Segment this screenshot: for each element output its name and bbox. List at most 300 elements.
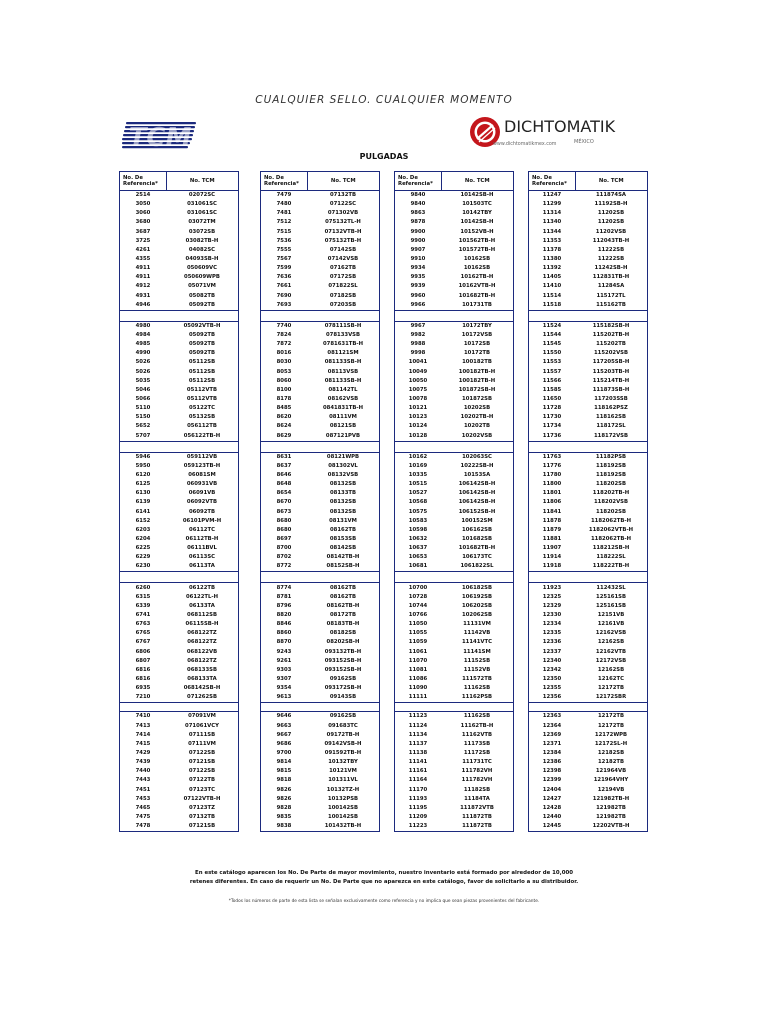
reference-number: 7872 bbox=[276, 341, 292, 348]
table-row bbox=[529, 776, 648, 785]
tcm-number: 10153SA bbox=[463, 472, 491, 478]
table-row bbox=[529, 712, 648, 722]
tcm-number: 08133TB bbox=[329, 490, 357, 497]
reference-number: 12356 bbox=[542, 694, 562, 701]
reference-number: 11299 bbox=[542, 201, 562, 208]
tcm-number: 11202VSB bbox=[595, 228, 627, 235]
tcm-number: 07142SB bbox=[329, 246, 357, 253]
tcm-number: 11242SB-H bbox=[594, 265, 628, 272]
table-row bbox=[395, 349, 514, 358]
reference-number: 8485 bbox=[276, 405, 292, 412]
tcm-number: 068133TA bbox=[187, 675, 217, 682]
tcm-number: 101503TC bbox=[462, 201, 492, 208]
reference-number: 6229 bbox=[135, 554, 151, 561]
reference-number: 10637 bbox=[408, 545, 428, 552]
table-row bbox=[261, 480, 380, 489]
tcm-number: 10132TZ-H bbox=[326, 786, 360, 793]
block-separator bbox=[120, 310, 239, 321]
tcm-number: 07122VTB-H bbox=[183, 795, 221, 802]
tcm-number: 115202VSB bbox=[593, 350, 629, 357]
tcm-number: 07132TB bbox=[329, 192, 357, 199]
tcm-number: 111872TB bbox=[462, 813, 492, 820]
reference-number: 9826 bbox=[276, 795, 292, 802]
table-row bbox=[120, 237, 239, 246]
tcm-number: 08162VSB bbox=[327, 396, 359, 403]
reference-number: 12342 bbox=[542, 666, 562, 673]
table-row bbox=[120, 462, 239, 471]
table-row bbox=[395, 593, 514, 602]
table-row bbox=[261, 693, 380, 703]
tcm-number: 08132SB bbox=[329, 499, 357, 506]
reference-number: 6225 bbox=[135, 545, 151, 552]
tcm-number: 101572TB-H bbox=[458, 246, 496, 253]
reference-number: 9261 bbox=[276, 657, 292, 664]
reference-number: 11223 bbox=[408, 823, 428, 830]
reference-number: 8100 bbox=[276, 386, 292, 393]
tcm-number: 125161SB bbox=[596, 593, 626, 600]
block-separator bbox=[395, 572, 514, 583]
reference-number: 11736 bbox=[542, 432, 562, 439]
reference-number: 11070 bbox=[408, 657, 428, 664]
reference-number: 7480 bbox=[276, 201, 292, 208]
reference-number: 7479 bbox=[276, 192, 292, 199]
page-title: PULGADAS bbox=[359, 152, 409, 161]
tcm-number: 07132VTB-H bbox=[324, 228, 362, 235]
table-row bbox=[120, 273, 239, 282]
tcm-number: 1182062VTB-H bbox=[588, 526, 634, 533]
tcm-number: 07111SB bbox=[188, 731, 216, 738]
reference-number: 6260 bbox=[135, 584, 151, 591]
table-row bbox=[120, 593, 239, 602]
tcm-number: 118172VSB bbox=[593, 432, 629, 439]
reference-number: 10583 bbox=[408, 517, 428, 524]
table-row bbox=[120, 638, 239, 647]
reference-number: 11392 bbox=[542, 265, 562, 272]
block-separator bbox=[261, 310, 380, 321]
tcm-number: 121982TB bbox=[596, 813, 626, 820]
table-row bbox=[261, 349, 380, 358]
table-row bbox=[120, 349, 239, 358]
table-row bbox=[120, 191, 239, 201]
tcm-number: 07123TZ bbox=[189, 804, 215, 811]
reference-number: 11314 bbox=[542, 210, 562, 217]
reference-number: 10049 bbox=[408, 368, 428, 375]
reference-number: 11141 bbox=[408, 759, 428, 766]
reference-number: 11881 bbox=[542, 535, 562, 542]
reference-number: 6765 bbox=[135, 630, 151, 637]
reference-number: 8846 bbox=[276, 621, 292, 628]
col-header-tcm: No. TCM bbox=[166, 172, 239, 191]
reference-number: 6935 bbox=[135, 685, 151, 692]
tcm-number: 0781631TB-H bbox=[322, 341, 364, 348]
reference-number: 8646 bbox=[276, 472, 292, 478]
table-row bbox=[120, 740, 239, 749]
tcm-number: 106182SB bbox=[462, 584, 492, 591]
table-row bbox=[261, 471, 380, 480]
tcm-number: 106152SB-H bbox=[458, 508, 496, 515]
tcm-number: 100182TB-H bbox=[458, 368, 496, 375]
block-separator bbox=[395, 310, 514, 321]
table-row bbox=[261, 804, 380, 813]
table-row bbox=[395, 422, 514, 431]
reference-number: 4980 bbox=[135, 322, 151, 329]
reference-number: 11247 bbox=[542, 192, 562, 199]
tcm-number: 08132SB bbox=[329, 508, 357, 515]
tcm-number: 068112SB bbox=[187, 611, 217, 618]
tcm-number: 07121SB bbox=[188, 759, 216, 766]
reference-number: 8631 bbox=[276, 453, 292, 460]
table-row bbox=[529, 767, 648, 776]
table-row bbox=[120, 776, 239, 785]
tcm-number: 050609WPB bbox=[184, 274, 220, 281]
reference-number: 4912 bbox=[135, 283, 151, 290]
tcm-number: 093132TB-H bbox=[324, 648, 362, 655]
table-row bbox=[395, 404, 514, 413]
tcm-number: 09143SB bbox=[329, 694, 357, 701]
reference-number: 6204 bbox=[135, 535, 151, 542]
tcm-number: 115172TL bbox=[596, 292, 626, 299]
tcm-number: 08152SB-H bbox=[326, 563, 360, 570]
tcm-number: 08182SB bbox=[329, 630, 357, 637]
reference-number: 9307 bbox=[276, 675, 292, 682]
tcm-number: 106142SB-H bbox=[458, 490, 496, 497]
table-row bbox=[261, 712, 380, 722]
table-row bbox=[261, 358, 380, 367]
table-row bbox=[529, 489, 648, 498]
table-row bbox=[261, 368, 380, 377]
table-row bbox=[529, 508, 648, 517]
svg-text:TCM: TCM bbox=[128, 123, 192, 153]
reference-number: 11410 bbox=[542, 283, 562, 290]
reference-number: 10653 bbox=[408, 554, 428, 561]
tcm-number: 121982TB bbox=[596, 804, 626, 811]
tcm-number: 118202TB-H bbox=[592, 490, 630, 497]
tcm-number: 05092TB bbox=[188, 332, 216, 339]
table-row bbox=[395, 273, 514, 282]
col-header-reference: No. De Referencia* bbox=[261, 172, 308, 191]
reference-number: 8030 bbox=[276, 359, 292, 366]
reference-number: 11907 bbox=[542, 545, 562, 552]
table-row bbox=[529, 237, 648, 246]
tcm-number: 12182SB bbox=[597, 749, 625, 756]
reference-number: 7567 bbox=[276, 256, 292, 263]
reference-number: 7453 bbox=[135, 795, 151, 802]
table-row bbox=[395, 804, 514, 813]
reference-number: 11161 bbox=[408, 768, 428, 775]
reference-number: 7693 bbox=[276, 301, 292, 308]
tcm-number: 05092TB bbox=[188, 301, 216, 308]
table-row bbox=[261, 795, 380, 804]
table-row bbox=[529, 386, 648, 395]
tcm-number: 093172SB-H bbox=[324, 685, 362, 692]
tcm-number: 111874SA bbox=[595, 192, 627, 199]
header-row bbox=[120, 172, 239, 191]
tcm-number: 07123TC bbox=[189, 786, 215, 793]
table-row bbox=[395, 795, 514, 804]
reference-number: 6741 bbox=[135, 611, 151, 618]
table-row bbox=[261, 535, 380, 544]
reference-number: 9900 bbox=[410, 228, 426, 235]
block-separator bbox=[261, 572, 380, 583]
reference-number: 12363 bbox=[542, 713, 562, 720]
table-row bbox=[395, 684, 514, 693]
table-row bbox=[261, 629, 380, 638]
tcm-logo bbox=[122, 119, 198, 155]
reference-number: 8781 bbox=[276, 593, 292, 600]
tcm-number: 12162SB bbox=[597, 666, 625, 673]
tcm-number: 09172TB-H bbox=[326, 731, 360, 738]
table-row bbox=[120, 749, 239, 758]
reference-number: 10123 bbox=[408, 414, 428, 421]
reference-number: 10527 bbox=[408, 490, 428, 497]
reference-number: 6130 bbox=[135, 490, 151, 497]
table-row bbox=[261, 583, 380, 593]
tcm-number: 07132TB bbox=[188, 813, 216, 820]
table-row bbox=[529, 675, 648, 684]
table-row bbox=[261, 228, 380, 237]
reference-number: 10575 bbox=[408, 508, 428, 515]
table-row bbox=[261, 602, 380, 611]
tcm-number: 10142SB-H bbox=[460, 192, 494, 199]
reference-number: 12336 bbox=[542, 639, 562, 646]
reference-number: 8670 bbox=[276, 499, 292, 506]
reference-number: 10700 bbox=[408, 584, 428, 591]
tcm-number: 05071VM bbox=[188, 283, 216, 290]
reference-number: 6125 bbox=[135, 481, 151, 488]
table-row bbox=[529, 404, 648, 413]
tcm-number: 078111SB-H bbox=[324, 322, 362, 329]
table-row bbox=[395, 749, 514, 758]
reference-number: 7512 bbox=[276, 219, 292, 226]
col-header-tcm: No. TCM bbox=[307, 172, 380, 191]
tcm-number: 118202SB bbox=[596, 481, 626, 488]
reference-number: 4355 bbox=[135, 256, 151, 263]
tcm-number: 07162TB bbox=[329, 265, 357, 272]
reference-number: 6230 bbox=[135, 563, 151, 570]
tcm-number: 07121SB bbox=[188, 823, 216, 830]
tcm-number: 093152SB-H bbox=[324, 666, 362, 673]
table-row bbox=[395, 602, 514, 611]
table-row bbox=[261, 395, 380, 404]
reference-number: 12427 bbox=[542, 795, 562, 802]
reference-number: 5150 bbox=[135, 414, 151, 421]
table-row bbox=[529, 602, 648, 611]
table-row bbox=[120, 721, 239, 730]
table-row bbox=[395, 583, 514, 593]
table-row bbox=[261, 209, 380, 218]
tcm-number: 12172VSB bbox=[595, 657, 627, 664]
table-row bbox=[120, 255, 239, 264]
dichtomatik-country: MÉXICO bbox=[574, 139, 594, 145]
reference-number: 7440 bbox=[135, 768, 151, 775]
tcm-number: 03072TM bbox=[188, 219, 216, 226]
tcm-number: 115202TB-H bbox=[592, 332, 630, 339]
reference-number: 3687 bbox=[135, 228, 151, 235]
reference-number: 11923 bbox=[542, 584, 562, 591]
reference-number: 6120 bbox=[135, 472, 151, 478]
tcm-number: 106192SB bbox=[462, 593, 492, 600]
tcm-number: 106162SB bbox=[462, 526, 492, 533]
reference-number: 10728 bbox=[408, 593, 428, 600]
table-row bbox=[261, 758, 380, 767]
table-row bbox=[529, 693, 648, 703]
reference-number: 12355 bbox=[542, 685, 562, 692]
block-separator bbox=[120, 572, 239, 583]
tcm-number: 04082SC bbox=[188, 246, 216, 253]
tcm-number: 056122TB-H bbox=[183, 432, 221, 439]
table-row bbox=[120, 785, 239, 794]
block-separator bbox=[120, 441, 239, 452]
tcm-number: 10142TBY bbox=[462, 210, 492, 217]
table-row bbox=[120, 675, 239, 684]
tcm-number: 04093SB-H bbox=[185, 256, 219, 263]
tcm-number: 075132TL-H bbox=[325, 219, 361, 226]
tcm-number: 08142SB bbox=[329, 545, 357, 552]
tcm-number: 101562TB-H bbox=[458, 237, 496, 244]
tcm-number: 05112VTB bbox=[186, 386, 218, 393]
tcm-number: 101432TB-H bbox=[324, 823, 362, 830]
tcm-number: 111782VH bbox=[461, 777, 493, 784]
table-row bbox=[529, 349, 648, 358]
tcm-number: 117205SB-H bbox=[592, 359, 630, 366]
tcm-number: 09162SB bbox=[329, 713, 357, 720]
reference-number: 11137 bbox=[408, 740, 428, 747]
table-row bbox=[529, 452, 648, 462]
reference-number: 3050 bbox=[135, 201, 151, 208]
table-row bbox=[261, 721, 380, 730]
table-row bbox=[261, 432, 380, 442]
tcm-number: 05132SB bbox=[188, 414, 216, 421]
tcm-number: 10172TB bbox=[463, 350, 491, 357]
reference-number: 6806 bbox=[135, 648, 151, 655]
block-separator bbox=[261, 441, 380, 452]
reference-number: 11086 bbox=[408, 675, 428, 682]
reference-number: 8624 bbox=[276, 423, 292, 430]
tcm-number: 121964VB bbox=[595, 768, 627, 775]
tcm-number: 118222TB-H bbox=[592, 563, 630, 570]
tcm-number: 10162SB bbox=[463, 265, 491, 272]
table-row bbox=[395, 657, 514, 666]
reference-number: 6141 bbox=[135, 508, 151, 515]
table-row bbox=[529, 228, 648, 237]
reference-number: 7443 bbox=[135, 777, 151, 784]
tcm-number: 071262SB bbox=[187, 694, 217, 701]
tcm-number: 08132SB bbox=[329, 481, 357, 488]
reference-number: 11918 bbox=[542, 563, 562, 570]
table-row bbox=[529, 758, 648, 767]
tcm-number: 081133SB-H bbox=[324, 359, 362, 366]
reference-number: 7740 bbox=[276, 322, 292, 329]
reference-number: 7824 bbox=[276, 332, 292, 339]
table-row bbox=[120, 544, 239, 553]
reference-number: 12364 bbox=[542, 722, 562, 729]
tcm-number: 07122SC bbox=[329, 201, 357, 208]
table-row bbox=[395, 340, 514, 349]
table-row bbox=[395, 237, 514, 246]
reference-number: 3680 bbox=[135, 219, 151, 226]
reference-number: 7439 bbox=[135, 759, 151, 766]
table-row bbox=[120, 413, 239, 422]
table-row bbox=[261, 749, 380, 758]
table-row bbox=[261, 526, 380, 535]
table-row bbox=[395, 647, 514, 656]
tcm-number: 11172SB bbox=[463, 749, 491, 756]
reference-number: 4984 bbox=[135, 332, 151, 339]
tcm-number: 11162VTB bbox=[461, 731, 493, 738]
tcm-number: 068133SB bbox=[187, 666, 217, 673]
tcm-number: 06112TB-H bbox=[185, 535, 219, 542]
table-row bbox=[120, 489, 239, 498]
reference-number: 4911 bbox=[135, 274, 151, 281]
reference-number: 9354 bbox=[276, 685, 292, 692]
tcm-number: 10202SB bbox=[463, 405, 491, 412]
tcm-number: 08111VM bbox=[329, 414, 357, 421]
table-row bbox=[120, 684, 239, 693]
table-row bbox=[261, 489, 380, 498]
tcm-number: 07172SB bbox=[329, 274, 357, 281]
reference-number: 11209 bbox=[408, 813, 428, 820]
table-row bbox=[395, 480, 514, 489]
reference-number: 9900 bbox=[410, 237, 426, 244]
reference-number: 12399 bbox=[542, 777, 562, 784]
table-row bbox=[529, 684, 648, 693]
reference-number: 8620 bbox=[276, 414, 292, 421]
tcm-number: 12162TC bbox=[598, 675, 624, 682]
reference-number: 9960 bbox=[410, 292, 426, 299]
tcm-number: 07122TB bbox=[188, 777, 216, 784]
table-row bbox=[395, 462, 514, 471]
tcm-number: 1182062TB-H bbox=[590, 535, 632, 542]
tcm-number: 100182TB-H bbox=[458, 377, 496, 384]
table-row bbox=[529, 544, 648, 553]
tcm-number: 05112SB bbox=[188, 368, 216, 375]
tcm-number: 118192SB bbox=[596, 472, 626, 478]
tcm-number: 10162VTB-H bbox=[458, 283, 496, 290]
reference-number: 11195 bbox=[408, 804, 428, 811]
table-row bbox=[261, 264, 380, 273]
reference-number: 9814 bbox=[276, 759, 292, 766]
reference-number: 11650 bbox=[542, 396, 562, 403]
tcm-number: 08142TB-H bbox=[326, 554, 360, 561]
tcm-number: 11182SB bbox=[463, 786, 491, 793]
reference-number: 11124 bbox=[408, 722, 428, 729]
table-row bbox=[529, 620, 648, 629]
table-row bbox=[395, 246, 514, 255]
table-row bbox=[395, 526, 514, 535]
table-row bbox=[395, 740, 514, 749]
tcm-number: 101682TB-H bbox=[458, 545, 496, 552]
tcm-number: 115214TB-H bbox=[592, 377, 630, 384]
table-row bbox=[120, 422, 239, 431]
tcm-number: 08172TB bbox=[329, 611, 357, 618]
table-row bbox=[261, 767, 380, 776]
table-row bbox=[120, 666, 239, 675]
reference-number: 11780 bbox=[542, 472, 562, 478]
tcm-number: 02072SC bbox=[188, 192, 216, 199]
reference-number: 11879 bbox=[542, 526, 562, 533]
tcm-number: 11173SB bbox=[463, 740, 491, 747]
table-row bbox=[395, 321, 514, 331]
tcm-number: 091592TB-H bbox=[324, 749, 362, 756]
table-row bbox=[395, 517, 514, 526]
col-header-tcm: No. TCM bbox=[441, 172, 514, 191]
table-row bbox=[529, 321, 648, 331]
reference-number: 6816 bbox=[135, 666, 151, 673]
tcm-number: 111872TB bbox=[462, 823, 492, 830]
table-row bbox=[120, 301, 239, 311]
table-row bbox=[529, 593, 648, 602]
table-row bbox=[120, 535, 239, 544]
